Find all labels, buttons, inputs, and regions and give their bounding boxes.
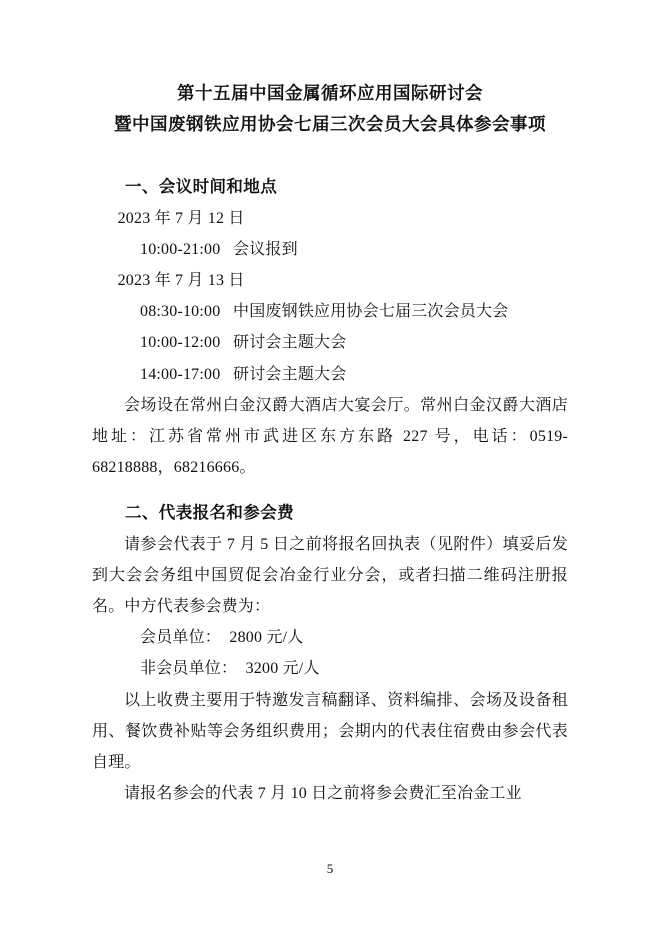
fee-line-nonmember: 非会员单位： 3200 元/人 xyxy=(140,660,320,678)
document-title xyxy=(92,78,568,139)
page-number: 5 xyxy=(326,861,334,876)
section-registration-fee xyxy=(92,497,568,809)
schedule-line-date-2: 2023 年 7 月 13 日 xyxy=(117,271,245,289)
venue-paragraph: 会场设在常州白金汉爵大酒店大宴会厅。常州白金汉爵大酒店地址：江苏省常州市武进区东方东路 227 号，电话：0519-68218888，68216666。 xyxy=(92,396,568,477)
title-line-2: 暨中国废钢铁应用协会七届三次会员大会具体参会事项 xyxy=(114,113,546,134)
section-meeting-time-place xyxy=(92,171,568,483)
title-line-1: 第十五届中国金属循环应用国际研讨会 xyxy=(177,83,483,103)
registration-paragraph: 请参会代表于 7 月 5 日之前将报名回执表（见附件）填妥后发到大会会务组中国贸促会冶金行业分会，或者扫描二维码注册报名。中方代表参会费为： xyxy=(92,535,568,615)
schedule-line-3: 10:00-12:00 研讨会主题大会 xyxy=(140,334,347,352)
fee-line-member: 会员单位： 2800 元/人 xyxy=(140,629,304,647)
schedule-line-1: 10:00-21:00 会议报到 xyxy=(140,240,298,258)
payment-deadline-paragraph: 请报名参会的代表 7 月 10 日之前将参会费汇至冶金工业 xyxy=(124,785,522,803)
section-heading-1: 一、会议时间和地点 xyxy=(125,177,278,197)
fee-usage-paragraph: 以上收费主要用于特邀发言稿翻译、资料编排、会场及设备租用、餐饮费补贴等会务组织费用；会期内的代表住宿费由参会代表自理。 xyxy=(92,691,568,771)
spacer xyxy=(92,139,568,149)
schedule-line-2: 08:30-10:00 中国废钢铁应用协会七届三次会员大会 xyxy=(140,303,509,321)
section-heading-2: 二、代表报名和参会费 xyxy=(125,503,294,523)
schedule-line-4: 14:00-17:00 研讨会主题大会 xyxy=(140,365,347,383)
schedule-line-date-1: 2023 年 7 月 12 日 xyxy=(117,209,245,227)
